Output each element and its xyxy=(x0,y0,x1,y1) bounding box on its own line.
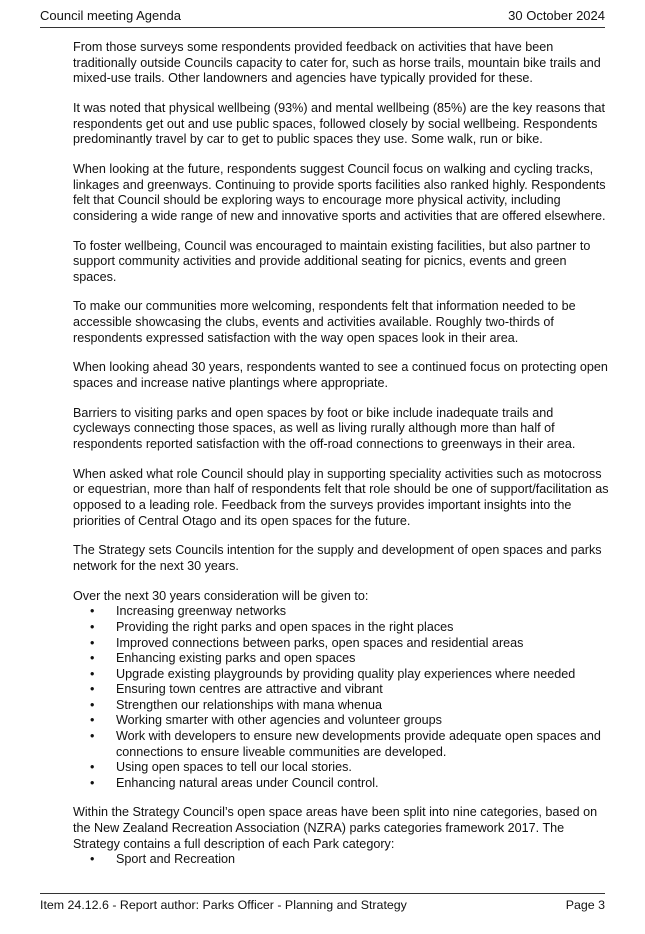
page-number: Page 3 xyxy=(565,898,605,912)
considerations-list xyxy=(73,604,613,791)
list-item: • Sport and Recreation xyxy=(73,852,613,868)
list-item: • Enhancing natural areas under Council control. xyxy=(73,776,613,792)
categories-intro: Within the Strategy Council’s open space areas have been split into nine categories, based on the New Zealand Recreation Association (NZRA) parks categories framework 2017. The Strategy contains a full description of each Park category: xyxy=(73,805,598,851)
paragraph: When looking at the future, respondents suggest Council focus on walking and cycling tracks, linkages and greenways. Continuing to provide sports facilities also ranked highly. Respondents felt that Council should be exploring ways to encourage more physical activity, including considering a wide range of new and innovative sports and activities that are offered elsewhere. xyxy=(73,161,606,223)
categories-list xyxy=(73,852,613,868)
list-item: • Strengthen our relationships with mana whenua xyxy=(73,698,613,714)
list-item: • Providing the right parks and open spaces in the right places xyxy=(73,620,613,636)
paragraph: The Strategy sets Councils intention for the supply and development of open spaces and parks network for the next 30 years. xyxy=(73,543,602,573)
list-item: • Increasing greenway networks xyxy=(73,604,613,620)
page-header xyxy=(40,7,605,28)
list-item: • Using open spaces to tell our local stories. xyxy=(73,760,613,776)
list-item: • Working smarter with other agencies and volunteer groups xyxy=(73,713,613,729)
list-item: • Ensuring town centres are attractive and vibrant xyxy=(73,682,613,698)
list-item: • Improved connections between parks, open spaces and residential areas xyxy=(73,636,613,652)
list-item: • Enhancing existing parks and open spaces xyxy=(73,651,613,667)
list-item: • Upgrade existing playgrounds by providing quality play experiences where needed xyxy=(73,667,613,683)
paragraph: To make our communities more welcoming, respondents felt that information needed to be accessible showcasing the clubs, events and activities available. Roughly two-thirds of respondents expressed satisfaction with the way open spaces look in their area. xyxy=(73,299,576,345)
paragraph: To foster wellbeing, Council was encouraged to maintain existing facilities, but also partner to support community activities and provide additional seating for picnics, events and green spaces. xyxy=(73,238,591,284)
meeting-date: 30 October 2024 xyxy=(508,8,605,23)
paragraph: Barriers to visiting parks and open spaces by foot or bike include inadequate trails and cycleways connecting those spaces, as well as living rurally although more than half of respondents reported satisfaction with the off-road connections to greenways in their area. xyxy=(73,405,576,451)
page-footer xyxy=(40,893,605,912)
list-item: • Work with developers to ensure new developments provide adequate open spaces and connections to ensure liveable communities are developed. xyxy=(73,729,613,760)
item-reference: Item 24.12.6 - Report author: Parks Officer - Planning and Strategy xyxy=(40,898,407,912)
document-body xyxy=(73,40,613,882)
paragraph: From those surveys some respondents provided feedback on activities that have been traditionally outside Councils capacity to cater for, such as horse trails, mountain bike trails and mixed-use trails. Other landowners and agencies have typically provided for these. xyxy=(73,40,601,86)
paragraph: It was noted that physical wellbeing (93%) and mental wellbeing (85%) are the key reasons that respondents get out and use public spaces, followed closely by social wellbeing. Respondents predominantly travel by car to get to public spaces they use. Some walk, run or bike. xyxy=(73,100,606,147)
paragraph: When asked what role Council should play in supporting speciality activities such as motocross or equestrian, more than half of respondents felt that role should be one of support/facilitation as opposed to a leading role. Feedback from the surveys provides important insights into the priorities of Central Otago and its open spaces for the future. xyxy=(73,466,609,528)
paragraph: When looking ahead 30 years, respondents wanted to see a continued focus on protecting open spaces and increase native plantings where appropriate. xyxy=(73,360,608,391)
document-title: Council meeting Agenda xyxy=(40,8,181,23)
list-intro: Over the next 30 years consideration will be given to: xyxy=(73,588,369,603)
